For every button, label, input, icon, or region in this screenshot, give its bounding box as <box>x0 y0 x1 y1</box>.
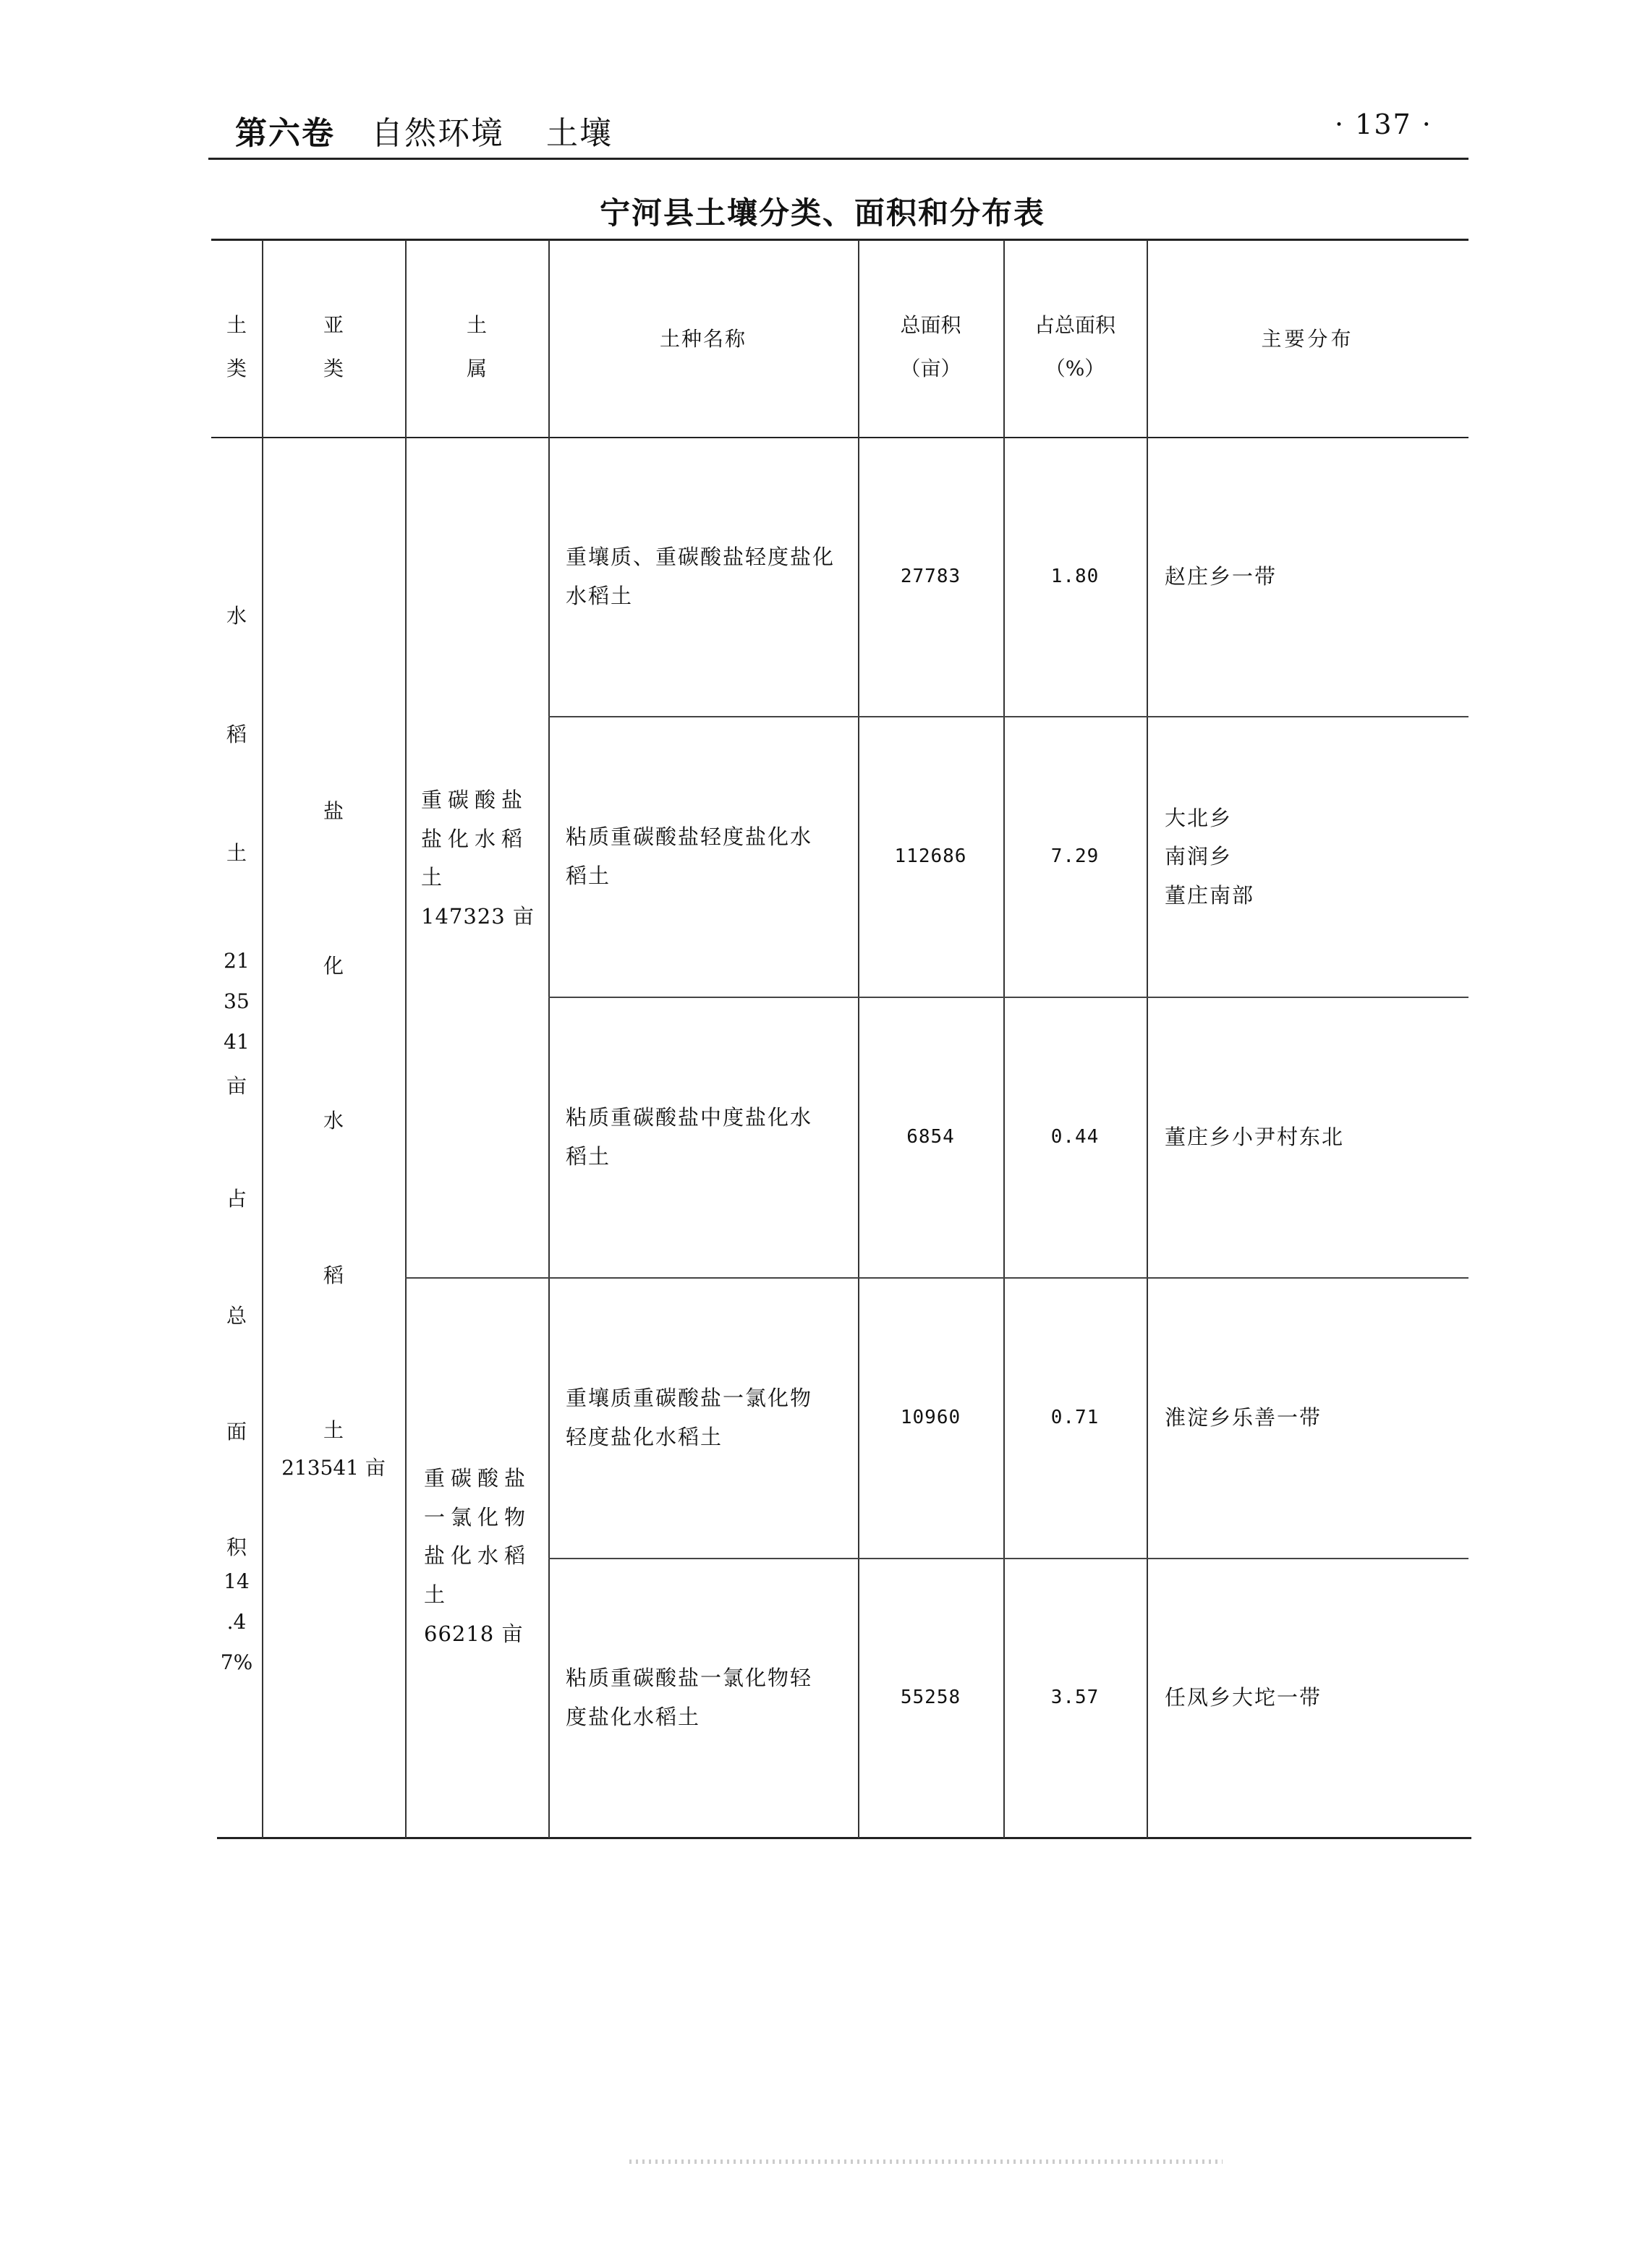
total-area-cell: 6854 <box>906 1126 955 1148</box>
distribution-cell: 大北乡 南润乡 董庄南部 <box>1165 805 1255 908</box>
area-pct-cell: 7.29 <box>1050 845 1100 868</box>
scan-artifact <box>629 2160 1223 2164</box>
total-area-cell: 112686 <box>894 845 967 868</box>
species-name-cell: 重壤质、重碳酸盐轻度盐化 水稻土 <box>566 545 836 608</box>
soil-class-char: 水 <box>226 604 247 628</box>
header-total-area: 总面积 （亩） <box>900 313 961 380</box>
total-area-cell: 27783 <box>900 566 961 588</box>
area-pct-cell: 3.57 <box>1050 1687 1100 1709</box>
genus-cell: 重碳酸盐 盐化水稻 土 147323 亩 <box>421 788 535 929</box>
soil-class-area-line: 21 <box>224 949 250 973</box>
area-pct-cell: 1.80 <box>1050 566 1100 588</box>
species-name-cell: 粘质重碳酸盐一氯化物轻 度盐化水稻土 <box>566 1666 813 1729</box>
header-genus: 土 属 <box>466 313 487 380</box>
species-name-cell: 粘质重碳酸盐轻度盐化水 稻土 <box>566 824 813 888</box>
header-subclass: 亚 类 <box>323 313 344 380</box>
col-divider <box>1147 240 1148 1838</box>
subsection-label: 土壤 <box>546 115 613 152</box>
volume-label: 第六卷 <box>235 115 335 152</box>
soil-class-area-line: 35 <box>224 989 250 1013</box>
header-soil-class: 土 类 <box>226 313 247 380</box>
subclass-char: 稻 <box>323 1263 344 1287</box>
header-rule <box>208 158 1468 160</box>
distribution-cell: 赵庄乡一带 <box>1165 564 1278 589</box>
area-pct-cell: 0.44 <box>1050 1126 1100 1148</box>
soil-class-area-line: 41 <box>224 1030 250 1054</box>
genus-cell: 重碳酸盐 一氯化物 盐化水稻 土 66218 亩 <box>424 1466 532 1646</box>
subclass-char: 水 <box>323 1109 344 1133</box>
total-area-cell: 10960 <box>900 1407 961 1429</box>
subclass-char: 土 <box>323 1418 344 1442</box>
soil-class-pct-line: .4 <box>226 1610 247 1634</box>
soil-class-char: 土 <box>226 841 247 865</box>
header-distribution: 主要分布 <box>1261 327 1354 351</box>
subclass-area: 213541 亩 <box>281 1456 386 1480</box>
distribution-cell: 任凤乡大坨一带 <box>1165 1685 1322 1710</box>
soil-class-pct-line: 7% <box>220 1650 253 1674</box>
subclass-char: 化 <box>323 954 344 978</box>
soil-class-pct-char: 总 <box>226 1304 247 1328</box>
soil-class-pct-char: 积 <box>226 1535 247 1559</box>
soil-class-pct-char: 面 <box>226 1420 247 1444</box>
subclass-char: 盐 <box>323 799 344 823</box>
running-header <box>235 107 613 153</box>
total-area-cell: 55258 <box>900 1687 961 1709</box>
header-area-pct: 占总面积 （%） <box>1034 313 1115 380</box>
table-title: 宁河县土壤分类、面积和分布表 <box>599 195 1045 231</box>
col-divider <box>262 240 263 1838</box>
soil-class-pct-line: 14 <box>224 1569 250 1593</box>
col-divider <box>548 240 550 1838</box>
soil-class-char: 稻 <box>226 722 247 746</box>
distribution-cell: 董庄乡小尹村东北 <box>1165 1125 1345 1150</box>
species-name-cell: 粘质重碳酸盐中度盐化水 稻土 <box>566 1105 813 1169</box>
col-divider <box>405 240 407 1838</box>
soil-class-area-line: 亩 <box>226 1074 247 1098</box>
species-name-cell: 重壤质重碳酸盐一氯化物 轻度盐化水稻土 <box>566 1386 813 1449</box>
soil-class-pct-char: 占 <box>226 1187 247 1211</box>
header-species-name: 土种名称 <box>659 327 747 351</box>
distribution-cell: 淮淀乡乐善一带 <box>1165 1405 1322 1431</box>
page-number: · 137 · <box>1335 108 1432 140</box>
section-label: 自然环境 <box>371 115 504 152</box>
area-pct-cell: 0.71 <box>1050 1407 1100 1429</box>
